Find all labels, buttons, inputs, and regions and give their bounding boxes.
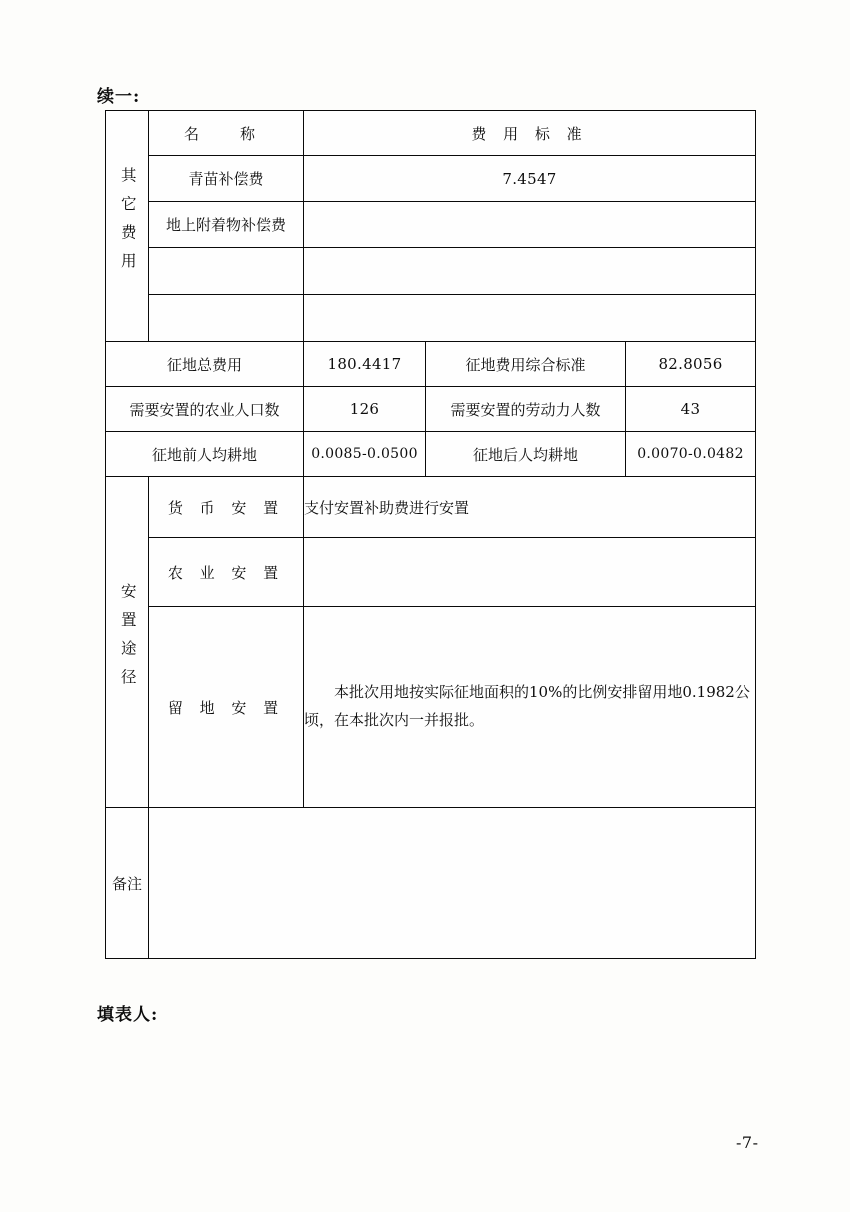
table-row-land-reservation-placement bbox=[106, 607, 756, 808]
continuation-label: 续一: bbox=[97, 87, 141, 107]
summary-value-left-0 bbox=[304, 342, 426, 387]
placement-label-text-2: 留 地 安 置 bbox=[167, 698, 285, 717]
fee-standard-value-0: 7.4547 bbox=[502, 169, 557, 188]
placement-content-cell-0 bbox=[304, 477, 756, 538]
table-row-monetary-placement bbox=[106, 477, 756, 538]
summary-value-left-2 bbox=[304, 432, 426, 477]
summary-value-left-text-0: 180.4417 bbox=[327, 355, 402, 373]
summary-value-left-1 bbox=[304, 387, 426, 432]
placement-label-text-0: 货 币 安 置 bbox=[167, 498, 285, 517]
table-row-attachment-compensation bbox=[106, 202, 756, 248]
summary-label-right-1 bbox=[426, 387, 626, 432]
header-name-label: 名 称 bbox=[183, 124, 268, 143]
fee-name-label-1: 地上附着物补偿费 bbox=[165, 216, 286, 234]
summary-label-left-text-0: 征地总费用 bbox=[166, 355, 242, 374]
summary-label-right-text-1: 需要安置的劳动力人数 bbox=[450, 400, 601, 419]
table-row-total-cost bbox=[106, 342, 756, 387]
fee-name-cell-2 bbox=[149, 248, 304, 295]
summary-label-left-text-1: 需要安置的农业人口数 bbox=[129, 400, 280, 419]
header-name-cell bbox=[149, 111, 304, 156]
table-row-remarks bbox=[106, 808, 756, 959]
summary-label-left-1 bbox=[106, 387, 304, 432]
placement-content-text-2: 本批次用地按实际征地面积的10%的比例安排留用地0.1982公顷，在本批次内一并报批。 bbox=[304, 683, 750, 729]
placement-row-label: 安置途径 bbox=[118, 583, 137, 697]
placement-label-text-1: 农 业 安 置 bbox=[167, 563, 285, 582]
placement-label-cell-0 bbox=[149, 477, 304, 538]
summary-value-right-0 bbox=[626, 342, 756, 387]
fee-name-cell-0 bbox=[149, 156, 304, 202]
fee-standard-cell-3 bbox=[304, 295, 756, 342]
summary-value-right-1 bbox=[626, 387, 756, 432]
table-row-other-fee-blank-1 bbox=[106, 248, 756, 295]
fee-standard-cell-0 bbox=[304, 156, 756, 202]
compensation-table-wrapper bbox=[105, 110, 755, 959]
summary-value-left-text-1: 126 bbox=[349, 400, 380, 418]
remarks-label-cell bbox=[106, 808, 149, 959]
header-standard-cell bbox=[304, 111, 756, 156]
summary-label-left-0 bbox=[106, 342, 304, 387]
filler-label: 填表人: bbox=[97, 1005, 159, 1025]
summary-value-left-text-2: 0.0085-0.0500 bbox=[311, 446, 418, 462]
summary-label-right-0 bbox=[426, 342, 626, 387]
compensation-table bbox=[105, 110, 756, 959]
placement-content-text-0: 支付安置补助费进行安置 bbox=[304, 498, 470, 517]
placement-content-cell-2 bbox=[304, 607, 756, 808]
summary-label-right-text-2: 征地后人均耕地 bbox=[472, 445, 578, 464]
summary-label-right-2 bbox=[426, 432, 626, 477]
table-row-population-to-resettle bbox=[106, 387, 756, 432]
remarks-label-text: 备注 bbox=[111, 874, 142, 893]
placement-content-cell-1 bbox=[304, 538, 756, 607]
placement-label-cell-1 bbox=[149, 538, 304, 607]
fee-standard-cell-1 bbox=[304, 202, 756, 248]
summary-label-left-text-2: 征地前人均耕地 bbox=[151, 445, 257, 464]
placement-label-cell-2 bbox=[149, 607, 304, 808]
table-row-per-capita-farmland bbox=[106, 432, 756, 477]
table-row-other-fee-blank-2 bbox=[106, 295, 756, 342]
table-row-agricultural-placement bbox=[106, 538, 756, 607]
remarks-content-cell bbox=[149, 808, 756, 959]
summary-value-right-text-1: 43 bbox=[680, 400, 701, 418]
summary-value-right-2 bbox=[626, 432, 756, 477]
fee-name-cell-1 bbox=[149, 202, 304, 248]
table-row-seedling-compensation bbox=[106, 156, 756, 202]
placement-row-label-cell bbox=[106, 477, 149, 808]
page-number: -7- bbox=[736, 1133, 759, 1152]
header-standard-label: 费 用 标 准 bbox=[471, 124, 588, 143]
summary-label-left-2 bbox=[106, 432, 304, 477]
other-fees-row-label-cell bbox=[106, 111, 149, 342]
fee-name-label-0: 青苗补偿费 bbox=[188, 170, 264, 188]
summary-value-right-text-2: 0.0070-0.0482 bbox=[637, 446, 744, 462]
summary-label-right-text-0: 征地费用综合标准 bbox=[465, 355, 586, 374]
table-row-other-fees-header bbox=[106, 111, 756, 156]
fee-name-cell-3 bbox=[149, 295, 304, 342]
other-fees-row-label: 其它费用 bbox=[118, 167, 137, 281]
fee-standard-cell-2 bbox=[304, 248, 756, 295]
summary-value-right-text-0: 82.8056 bbox=[658, 355, 723, 373]
